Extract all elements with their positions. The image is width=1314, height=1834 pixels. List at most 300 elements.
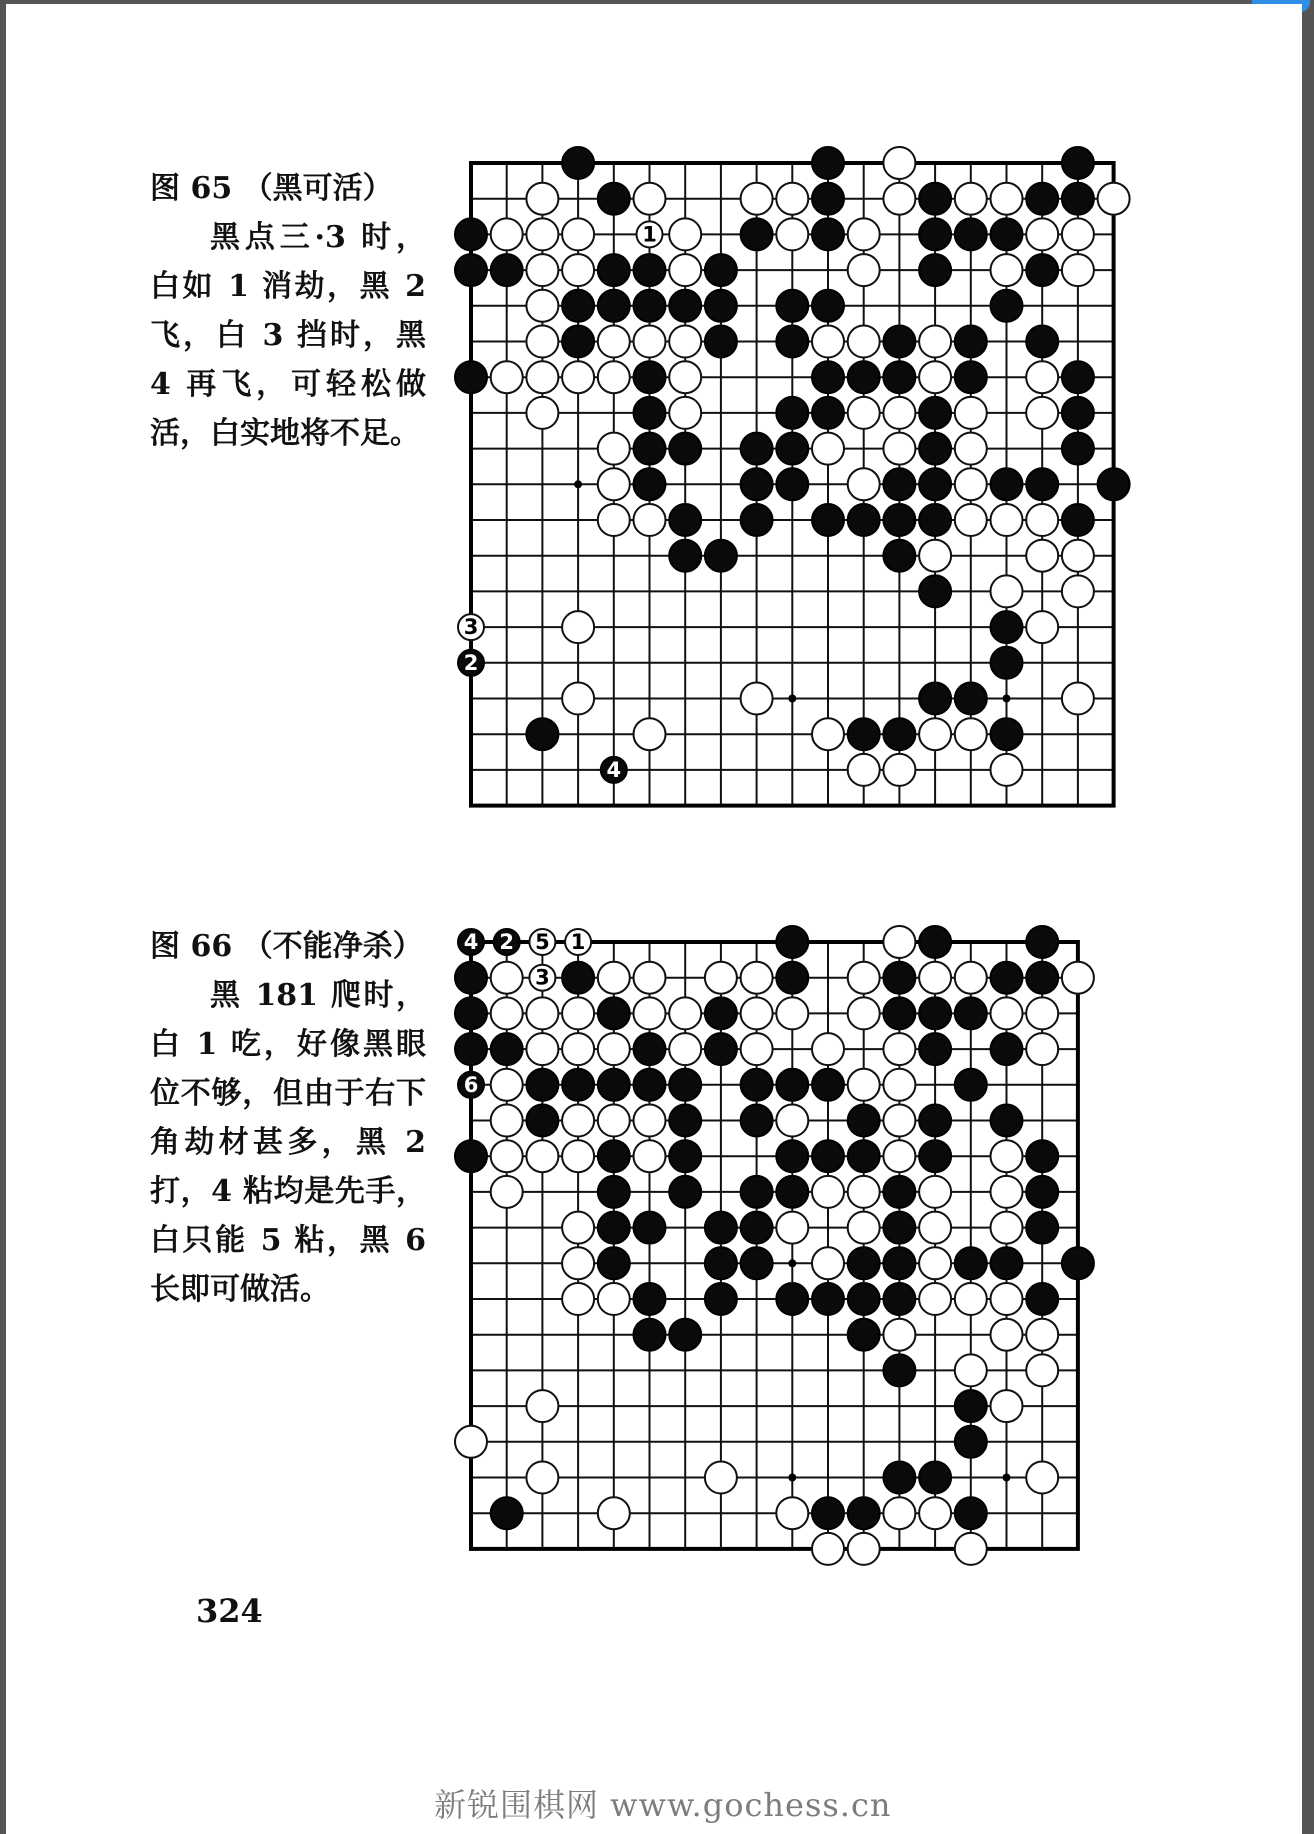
white-stone [883, 147, 915, 179]
black-stone [991, 647, 1023, 679]
black-stone [776, 326, 808, 358]
white-stone [526, 997, 558, 1029]
white-stone [812, 326, 844, 358]
white-stone [919, 1247, 951, 1279]
black-stone [634, 1069, 666, 1101]
white-stone [562, 1140, 594, 1172]
black-stone [919, 926, 951, 958]
white-stone [883, 1033, 915, 1065]
black-stone [955, 997, 987, 1029]
black-stone [991, 1105, 1023, 1137]
black-stone [1062, 397, 1094, 429]
black-stone [705, 1212, 737, 1244]
figure-66-text: 黑 181 爬时，白 1 吃，好像黑眼位不够，但由于右下角劫材甚多，黑 2 打，4 粘均是先手，白只能 5 粘，黑 6 长即可做活。 [150, 978, 426, 1307]
black-stone [491, 1497, 523, 1529]
white-stone [883, 1497, 915, 1529]
white-stone [776, 183, 808, 215]
black-stone [562, 147, 594, 179]
white-stone [634, 1105, 666, 1137]
white-stone [562, 1033, 594, 1065]
black-stone [598, 1069, 630, 1101]
black-stone [812, 1069, 844, 1101]
white-stone [669, 397, 701, 429]
white-stone [634, 962, 666, 994]
white-stone [991, 1319, 1023, 1351]
black-stone [1026, 183, 1058, 215]
white-stone [634, 718, 666, 750]
black-stone [741, 468, 773, 500]
black-stone [598, 1140, 630, 1172]
white-stone [526, 290, 558, 322]
white-stone [812, 1033, 844, 1065]
white-stone [848, 397, 880, 429]
white-stone [848, 1533, 880, 1565]
black-stone [776, 1283, 808, 1315]
black-stone [562, 290, 594, 322]
black-stone [634, 1212, 666, 1244]
white-stone [883, 1319, 915, 1351]
black-stone [919, 468, 951, 500]
white-stone [776, 1212, 808, 1244]
black-stone [634, 1033, 666, 1065]
white-stone [919, 962, 951, 994]
black-stone [669, 1105, 701, 1137]
white-stone [741, 683, 773, 715]
stone-move-number: 4 [606, 757, 622, 782]
black-stone [669, 290, 701, 322]
black-stone [455, 218, 487, 250]
black-stone [812, 218, 844, 250]
black-stone [883, 468, 915, 500]
black-stone [526, 1105, 558, 1137]
white-stone [955, 1283, 987, 1315]
white-stone [1026, 361, 1058, 393]
white-stone [1026, 997, 1058, 1029]
white-stone [955, 183, 987, 215]
white-stone [741, 183, 773, 215]
white-stone [1026, 611, 1058, 643]
black-stone [883, 997, 915, 1029]
white-stone [1062, 540, 1094, 572]
white-stone [812, 1533, 844, 1565]
white-stone [526, 397, 558, 429]
white-stone [526, 1140, 558, 1172]
black-stone [526, 1069, 558, 1101]
black-stone [598, 1247, 630, 1279]
black-stone [1062, 361, 1094, 393]
white-stone [705, 1462, 737, 1494]
white-stone [812, 1176, 844, 1208]
white-stone [526, 254, 558, 286]
white-stone [455, 1426, 487, 1458]
white-stone [562, 1212, 594, 1244]
black-stone [1026, 326, 1058, 358]
white-stone [883, 1069, 915, 1101]
black-stone [634, 1283, 666, 1315]
black-stone [883, 361, 915, 393]
white-stone [526, 183, 558, 215]
black-stone [1026, 1140, 1058, 1172]
black-stone [812, 147, 844, 179]
black-stone [562, 962, 594, 994]
white-stone [848, 468, 880, 500]
stone-move-number: 1 [570, 930, 586, 954]
white-stone [776, 1497, 808, 1529]
white-stone [634, 1140, 666, 1172]
black-stone [705, 1033, 737, 1065]
black-stone [848, 1497, 880, 1529]
white-stone [562, 361, 594, 393]
white-stone [991, 504, 1023, 536]
stone-move-number: 6 [463, 1072, 479, 1097]
white-stone [562, 1283, 594, 1315]
white-stone [776, 218, 808, 250]
black-stone [991, 962, 1023, 994]
white-stone [526, 1390, 558, 1422]
figure-66-title: 图 66 （不能净杀） [150, 929, 423, 964]
black-stone [991, 468, 1023, 500]
black-stone [848, 504, 880, 536]
figure-66-caption [150, 922, 426, 1314]
black-stone [598, 1176, 630, 1208]
black-stone [991, 611, 1023, 643]
white-stone [955, 1533, 987, 1565]
black-stone [1026, 926, 1058, 958]
black-stone [491, 1033, 523, 1065]
black-stone [634, 290, 666, 322]
white-stone [705, 962, 737, 994]
black-stone [883, 540, 915, 572]
black-stone [848, 1105, 880, 1137]
white-stone [991, 1283, 1023, 1315]
figure-65-text: 黑点三·3 时，白如 1 消劫，黑 2 飞，白 3 挡时，黑 4 再飞，可轻松做活，白实地将不足。 [150, 220, 426, 451]
white-stone [848, 1176, 880, 1208]
black-stone [598, 183, 630, 215]
white-stone [955, 468, 987, 500]
black-stone [598, 290, 630, 322]
white-stone [669, 997, 701, 1029]
black-stone [848, 361, 880, 393]
white-stone [919, 1497, 951, 1529]
black-stone [776, 1140, 808, 1172]
black-stone [812, 183, 844, 215]
white-stone [741, 997, 773, 1029]
black-stone [812, 1497, 844, 1529]
white-stone [883, 926, 915, 958]
white-stone [812, 1247, 844, 1279]
black-stone [883, 1212, 915, 1244]
white-stone [1026, 1033, 1058, 1065]
white-stone [919, 1176, 951, 1208]
black-stone [955, 1069, 987, 1101]
star-point [1003, 1474, 1011, 1482]
black-stone [919, 575, 951, 607]
black-stone [1026, 254, 1058, 286]
black-stone [883, 1176, 915, 1208]
white-stone [812, 718, 844, 750]
white-stone [1062, 962, 1094, 994]
black-stone [1062, 433, 1094, 465]
white-stone [991, 254, 1023, 286]
star-point [788, 1259, 796, 1267]
white-stone [1062, 218, 1094, 250]
white-stone [491, 1140, 523, 1172]
black-stone [776, 468, 808, 500]
white-stone [491, 218, 523, 250]
white-stone [955, 433, 987, 465]
figure-65-caption [150, 164, 426, 458]
black-stone [919, 1033, 951, 1065]
black-stone [812, 1283, 844, 1315]
black-stone [741, 504, 773, 536]
white-stone [919, 718, 951, 750]
black-stone [883, 1354, 915, 1386]
black-stone [1062, 1247, 1094, 1279]
white-stone [1026, 218, 1058, 250]
watermark: 新锐围棋网 www.gochess.cn [434, 1786, 892, 1824]
white-stone [526, 326, 558, 358]
white-stone [848, 218, 880, 250]
board-grid [471, 942, 1078, 1549]
white-stone [1062, 254, 1094, 286]
black-stone [455, 1033, 487, 1065]
white-stone [1062, 575, 1094, 607]
black-stone [919, 683, 951, 715]
white-stone [848, 962, 880, 994]
white-stone [919, 540, 951, 572]
white-stone [491, 361, 523, 393]
black-stone [669, 433, 701, 465]
star-point [788, 1474, 796, 1482]
black-stone [848, 1247, 880, 1279]
black-stone [705, 1247, 737, 1279]
white-stone [598, 1497, 630, 1529]
white-stone [491, 1105, 523, 1137]
black-stone [669, 540, 701, 572]
white-stone [669, 361, 701, 393]
white-stone [848, 997, 880, 1029]
white-stone [919, 361, 951, 393]
black-stone [562, 1069, 594, 1101]
white-stone [991, 754, 1023, 786]
black-stone [919, 433, 951, 465]
white-stone [562, 218, 594, 250]
black-stone [776, 433, 808, 465]
white-stone [776, 997, 808, 1029]
black-stone [705, 290, 737, 322]
white-stone [634, 997, 666, 1029]
stone-move-number: 3 [535, 965, 550, 990]
black-stone [991, 218, 1023, 250]
white-stone [491, 997, 523, 1029]
stone-move-number: 5 [535, 930, 550, 954]
white-stone [634, 183, 666, 215]
black-stone [705, 540, 737, 572]
white-stone [669, 218, 701, 250]
black-stone [741, 1069, 773, 1101]
white-stone [562, 683, 594, 715]
white-stone [598, 1283, 630, 1315]
white-stone [991, 997, 1023, 1029]
stone-move-number: 3 [463, 615, 479, 640]
white-stone [955, 504, 987, 536]
black-stone [776, 290, 808, 322]
black-stone [455, 1140, 487, 1172]
black-stone [776, 926, 808, 958]
white-stone [919, 326, 951, 358]
black-stone [955, 1390, 987, 1422]
black-stone [955, 218, 987, 250]
black-stone [955, 326, 987, 358]
white-stone [491, 1069, 523, 1101]
black-stone [919, 183, 951, 215]
black-stone [598, 997, 630, 1029]
white-stone [526, 361, 558, 393]
black-stone [598, 1212, 630, 1244]
black-stone [1026, 1176, 1058, 1208]
white-stone [598, 468, 630, 500]
black-stone [955, 1426, 987, 1458]
white-stone [669, 326, 701, 358]
white-stone [991, 1390, 1023, 1422]
page-number: 324 [196, 1592, 263, 1630]
black-stone [669, 504, 701, 536]
black-stone [991, 718, 1023, 750]
black-stone [991, 1247, 1023, 1279]
white-stone [812, 433, 844, 465]
black-stone [669, 1176, 701, 1208]
white-stone [883, 397, 915, 429]
black-stone [1026, 468, 1058, 500]
white-stone [1026, 1319, 1058, 1351]
black-stone [883, 718, 915, 750]
go-board-figure-65 [451, 143, 1144, 836]
board-edge [471, 942, 1078, 1549]
black-stone [741, 1105, 773, 1137]
white-stone [1026, 1462, 1058, 1494]
black-stone [741, 218, 773, 250]
black-stone [883, 326, 915, 358]
black-stone [455, 254, 487, 286]
white-stone [955, 962, 987, 994]
black-stone [705, 1283, 737, 1315]
black-stone [669, 1140, 701, 1172]
white-stone [562, 997, 594, 1029]
white-stone [526, 1462, 558, 1494]
black-stone [705, 254, 737, 286]
white-stone [883, 183, 915, 215]
black-stone [919, 218, 951, 250]
black-stone [741, 1176, 773, 1208]
black-stone [955, 361, 987, 393]
white-stone [741, 1033, 773, 1065]
black-stone [634, 468, 666, 500]
white-stone [598, 1033, 630, 1065]
white-stone [919, 1212, 951, 1244]
black-stone [491, 254, 523, 286]
black-stone [1062, 504, 1094, 536]
white-stone [955, 1354, 987, 1386]
white-stone [1026, 397, 1058, 429]
black-stone [919, 1462, 951, 1494]
black-stone [955, 1497, 987, 1529]
white-stone [1026, 1354, 1058, 1386]
white-stone [634, 326, 666, 358]
black-stone [669, 1069, 701, 1101]
black-stone [634, 361, 666, 393]
black-stone [455, 997, 487, 1029]
white-stone [848, 1212, 880, 1244]
black-stone [812, 504, 844, 536]
black-stone [705, 997, 737, 1029]
white-stone [634, 504, 666, 536]
white-stone [598, 361, 630, 393]
white-stone [1098, 183, 1130, 215]
white-stone [991, 1140, 1023, 1172]
black-stone [634, 397, 666, 429]
stone-move-number: 1 [642, 222, 657, 247]
white-stone [848, 326, 880, 358]
black-stone [991, 290, 1023, 322]
black-stone [848, 1140, 880, 1172]
white-stone [883, 1105, 915, 1137]
stone-move-number: 2 [499, 930, 515, 954]
star-point [574, 480, 582, 488]
white-stone [883, 754, 915, 786]
white-stone [848, 754, 880, 786]
star-point [1003, 695, 1011, 703]
stone-move-number: 2 [463, 650, 479, 675]
black-stone [919, 1140, 951, 1172]
white-stone [991, 1176, 1023, 1208]
black-stone [741, 1247, 773, 1279]
black-stone [705, 326, 737, 358]
black-stone [883, 1283, 915, 1315]
black-stone [562, 326, 594, 358]
white-stone [562, 611, 594, 643]
black-stone [776, 1069, 808, 1101]
black-stone [812, 361, 844, 393]
white-stone [491, 1176, 523, 1208]
go-board-figure-66 [451, 922, 1108, 1579]
white-stone [598, 962, 630, 994]
white-stone [848, 254, 880, 286]
white-stone [598, 1105, 630, 1137]
black-stone [741, 433, 773, 465]
black-stone [883, 504, 915, 536]
white-stone [991, 1212, 1023, 1244]
white-stone [741, 962, 773, 994]
white-stone [1026, 504, 1058, 536]
black-stone [1098, 468, 1130, 500]
viewer-scrollbar[interactable] [1302, 0, 1314, 1834]
white-stone [491, 962, 523, 994]
black-stone [1026, 1283, 1058, 1315]
white-stone [562, 1247, 594, 1279]
black-stone [1062, 183, 1094, 215]
white-stone [669, 1033, 701, 1065]
white-stone [991, 575, 1023, 607]
white-stone [598, 504, 630, 536]
black-stone [919, 254, 951, 286]
white-stone [526, 1033, 558, 1065]
black-stone [812, 397, 844, 429]
white-stone [1026, 540, 1058, 572]
black-stone [1026, 962, 1058, 994]
black-stone [526, 718, 558, 750]
black-stone [955, 683, 987, 715]
white-stone [598, 326, 630, 358]
